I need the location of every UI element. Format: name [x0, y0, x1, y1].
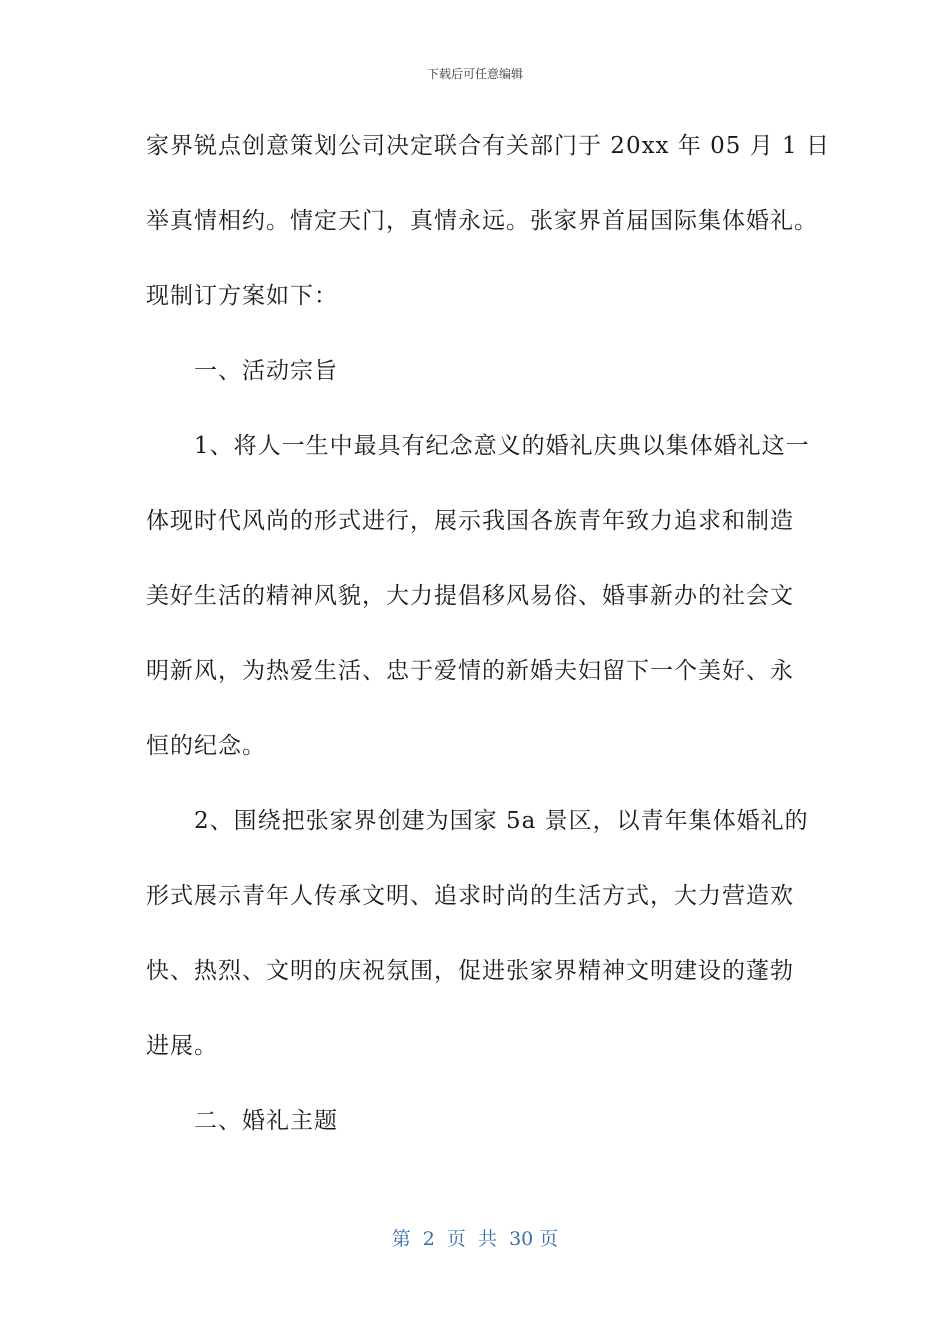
paragraph-line: 举真情相约。情定天门，真情永远。张家界首届国际集体婚礼。	[146, 208, 818, 234]
paragraph-line: 体现时代风尚的形式进行，展示我国各族青年致力追求和制造	[146, 508, 794, 534]
section-heading: 一、活动宗旨	[194, 358, 338, 384]
paragraph-line: 美好生活的精神风貌，大力提倡移风易俗、婚事新办的社会文	[146, 583, 794, 609]
paragraph-line: 现制订方案如下：	[146, 283, 338, 309]
page-header-note: 下载后可任意编辑	[426, 67, 523, 81]
paragraph-line: 恒的纪念。	[146, 733, 266, 759]
paragraph-line: 2、围绕把张家界创建为国家 5a 景区，以青年集体婚礼的	[194, 808, 809, 834]
paragraph-line: 1、将人一生中最具有纪念意义的婚礼庆典以集体婚礼这一	[194, 433, 810, 459]
page-number-footer: 第 2 页 共 30 页	[391, 1228, 559, 1250]
paragraph-line: 家界锐点创意策划公司决定联合有关部门于 20xx 年 05 月 1 日	[146, 133, 830, 159]
paragraph-line: 进展。	[146, 1033, 218, 1059]
paragraph-line: 快、热烈、文明的庆祝氛围，促进张家界精神文明建设的蓬勃	[146, 958, 794, 984]
paragraph-line: 形式展示青年人传承文明、追求时尚的生活方式，大力营造欢	[146, 883, 794, 909]
paragraph-line: 明新风，为热爱生活、忠于爱情的新婚夫妇留下一个美好、永	[146, 658, 794, 684]
section-heading: 二、婚礼主题	[194, 1108, 338, 1134]
